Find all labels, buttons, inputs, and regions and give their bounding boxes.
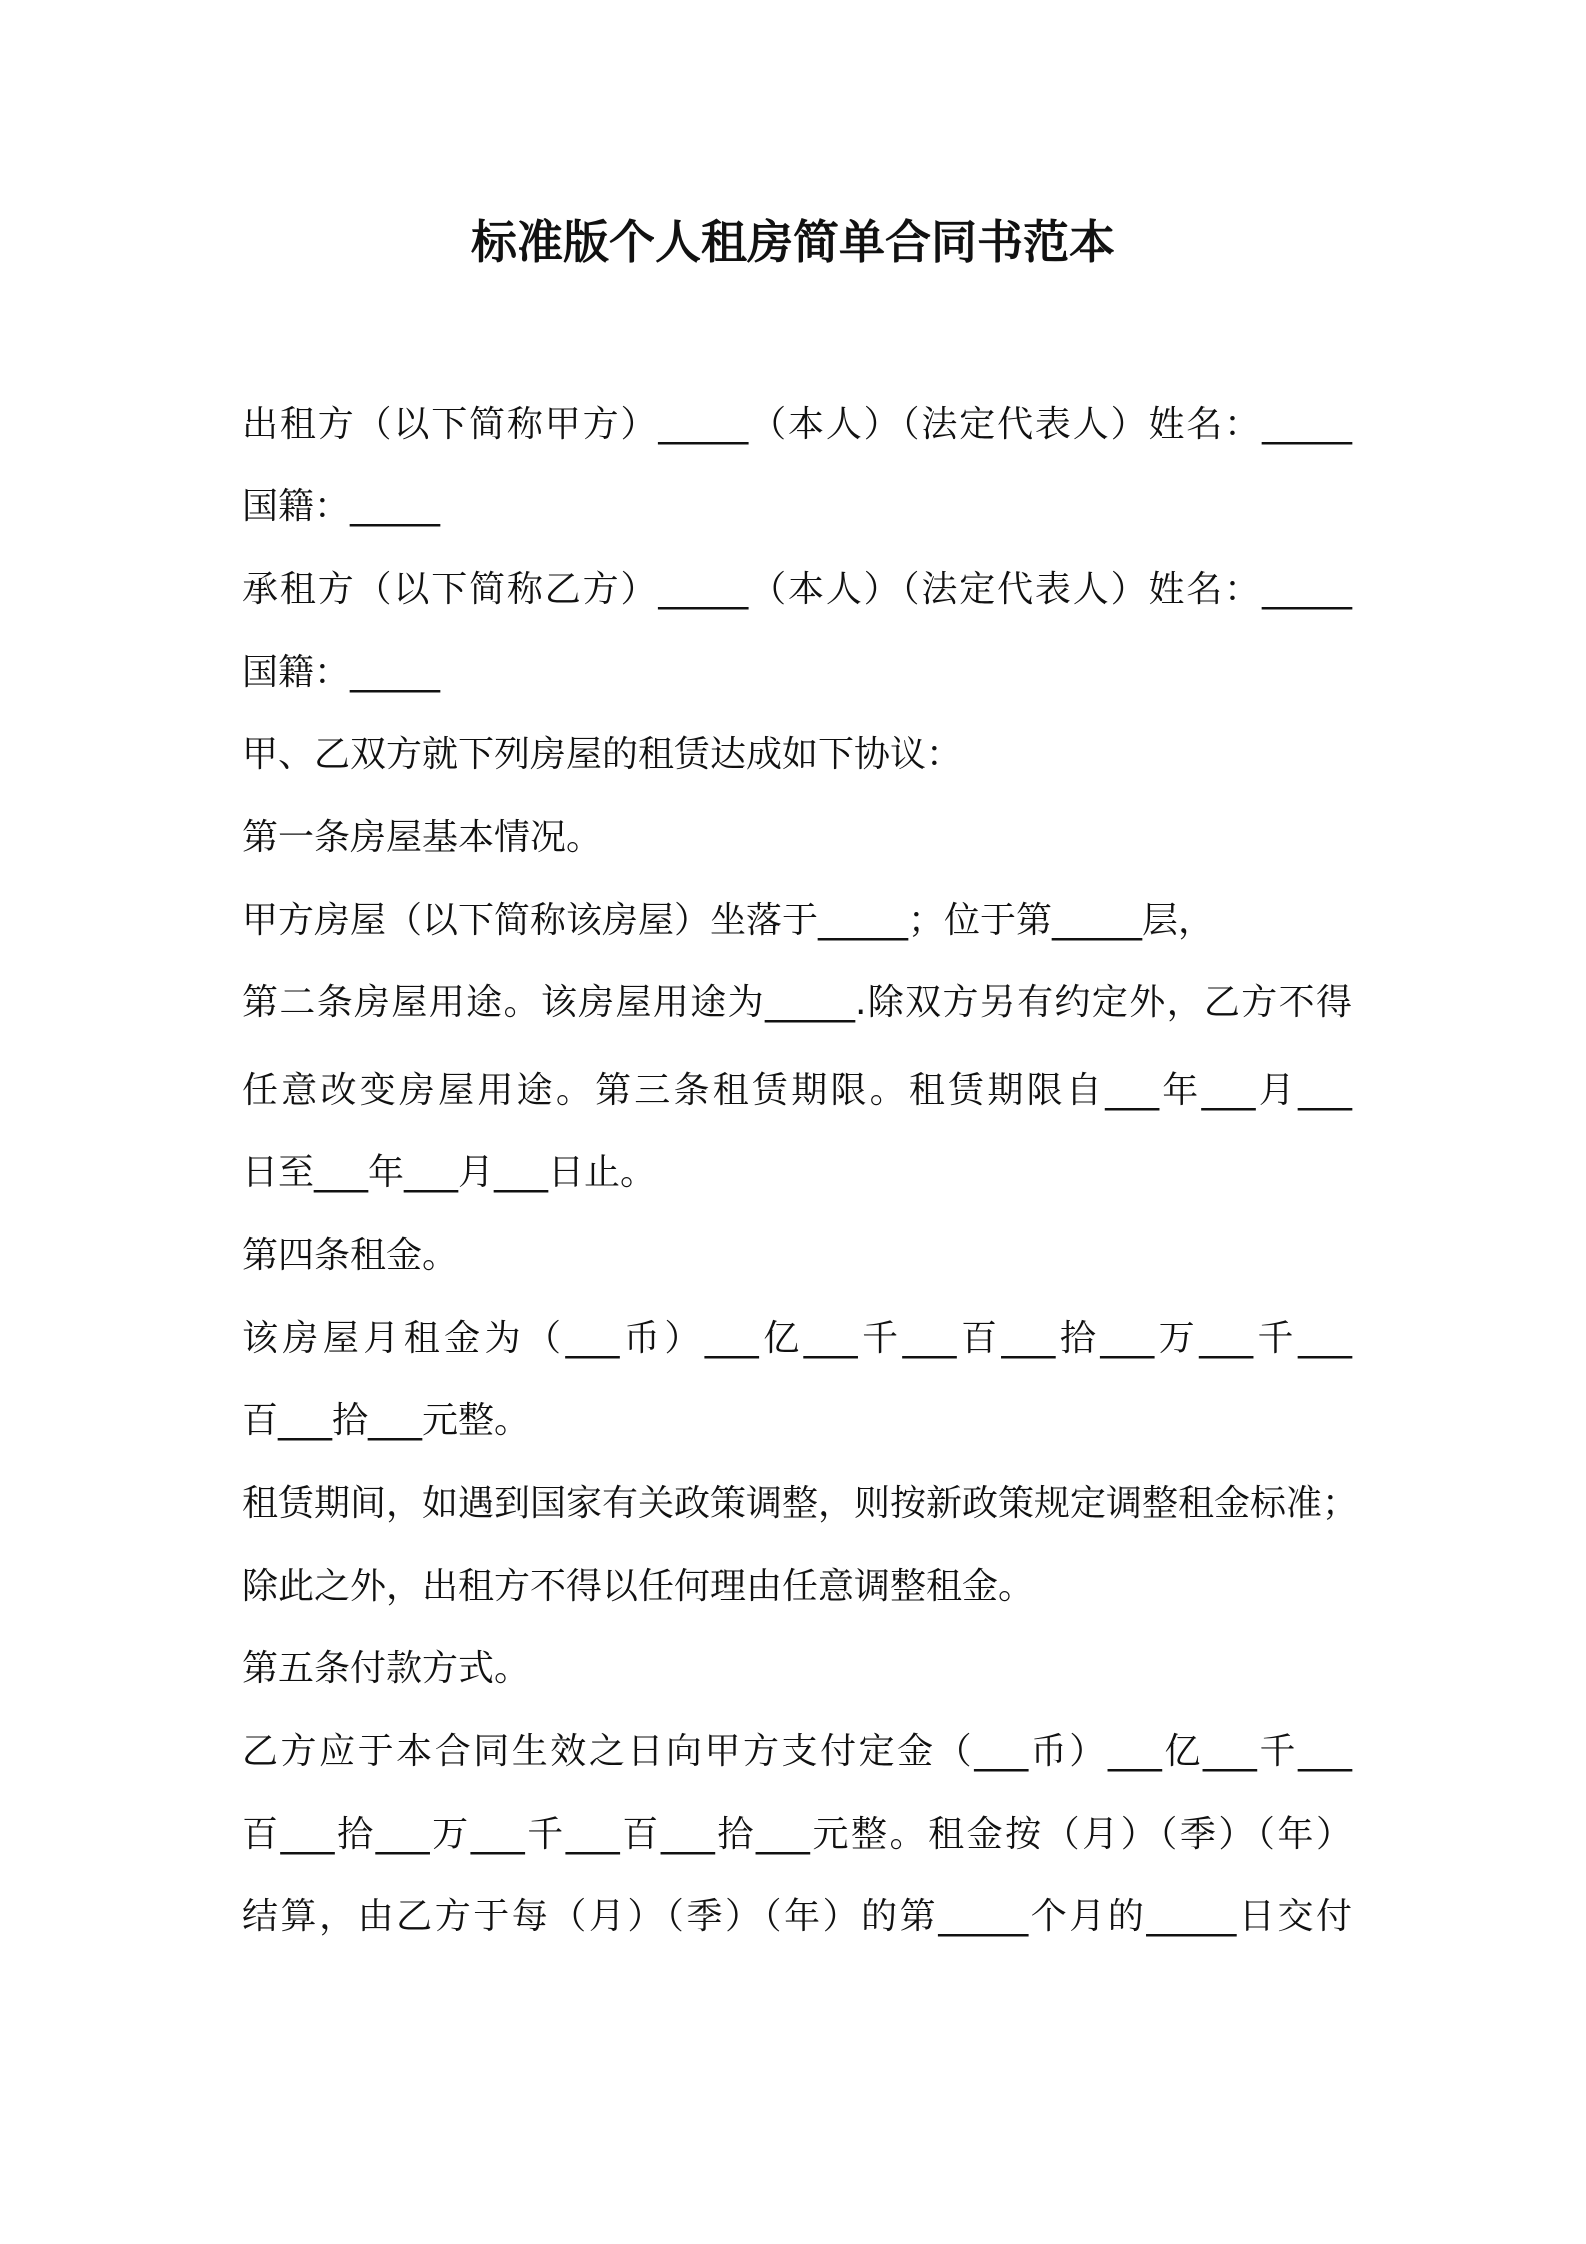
paragraph-line: 国籍：_____ [242,652,441,693]
paragraph-line: 第一条房屋基本情况。 [242,817,603,858]
paragraph-line: 日至___年___月___日止。 [242,1152,657,1193]
paragraph-line: 第五条付款方式。 [242,1648,531,1689]
paragraph-line: 甲、乙双方就下列房屋的租赁达成如下协议： [242,734,963,775]
document-title: 标准版个人租房简单合同书范本 [471,215,1115,269]
paragraph-line: 承租方（以下简称乙方）_____（本人）（法定代表人）姓名：_____ [242,569,1352,610]
paragraph-line: 结算，由乙方于每（月）（季）（年）的第_____个月的_____日交付 [242,1896,1352,1937]
paragraph-line: 第四条租金。 [242,1235,459,1276]
paragraph-line: 乙方应于本合同生效之日向甲方支付定金（___币）___亿___千___ [242,1731,1352,1772]
paragraph-line: 甲方房屋（以下简称该房屋）坐落于_____；位于第_____层， [242,900,1215,941]
paragraph-line: 百___拾___元整。 [242,1400,531,1441]
paragraph-line: 国籍：_____ [242,486,441,527]
paragraph-line: 任意改变房屋用途。第三条租赁期限。租赁期限自___年___月___ [242,1070,1352,1111]
paragraph-line: 租赁期间，如遇到国家有关政策调整，则按新政策规定调整租金标准； [242,1483,1359,1524]
paragraph-line: 百___拾___万___千___百___拾___元整。租金按（月）（季）（年） [242,1814,1352,1855]
paragraph-line: 该房屋月租金为（___币）___亿___千___百___拾___万___千___ [242,1318,1352,1359]
paragraph-line: 出租方（以下简称甲方）_____（本人）（法定代表人）姓名：_____ [242,404,1352,445]
paragraph-line: 第二条房屋用途。该房屋用途为_____.除双方另有约定外，乙方不得 [242,982,1352,1023]
contract-body [242,404,1359,1938]
paragraph-line: 除此之外，出租方不得以任何理由任意调整租金。 [242,1566,1035,1607]
